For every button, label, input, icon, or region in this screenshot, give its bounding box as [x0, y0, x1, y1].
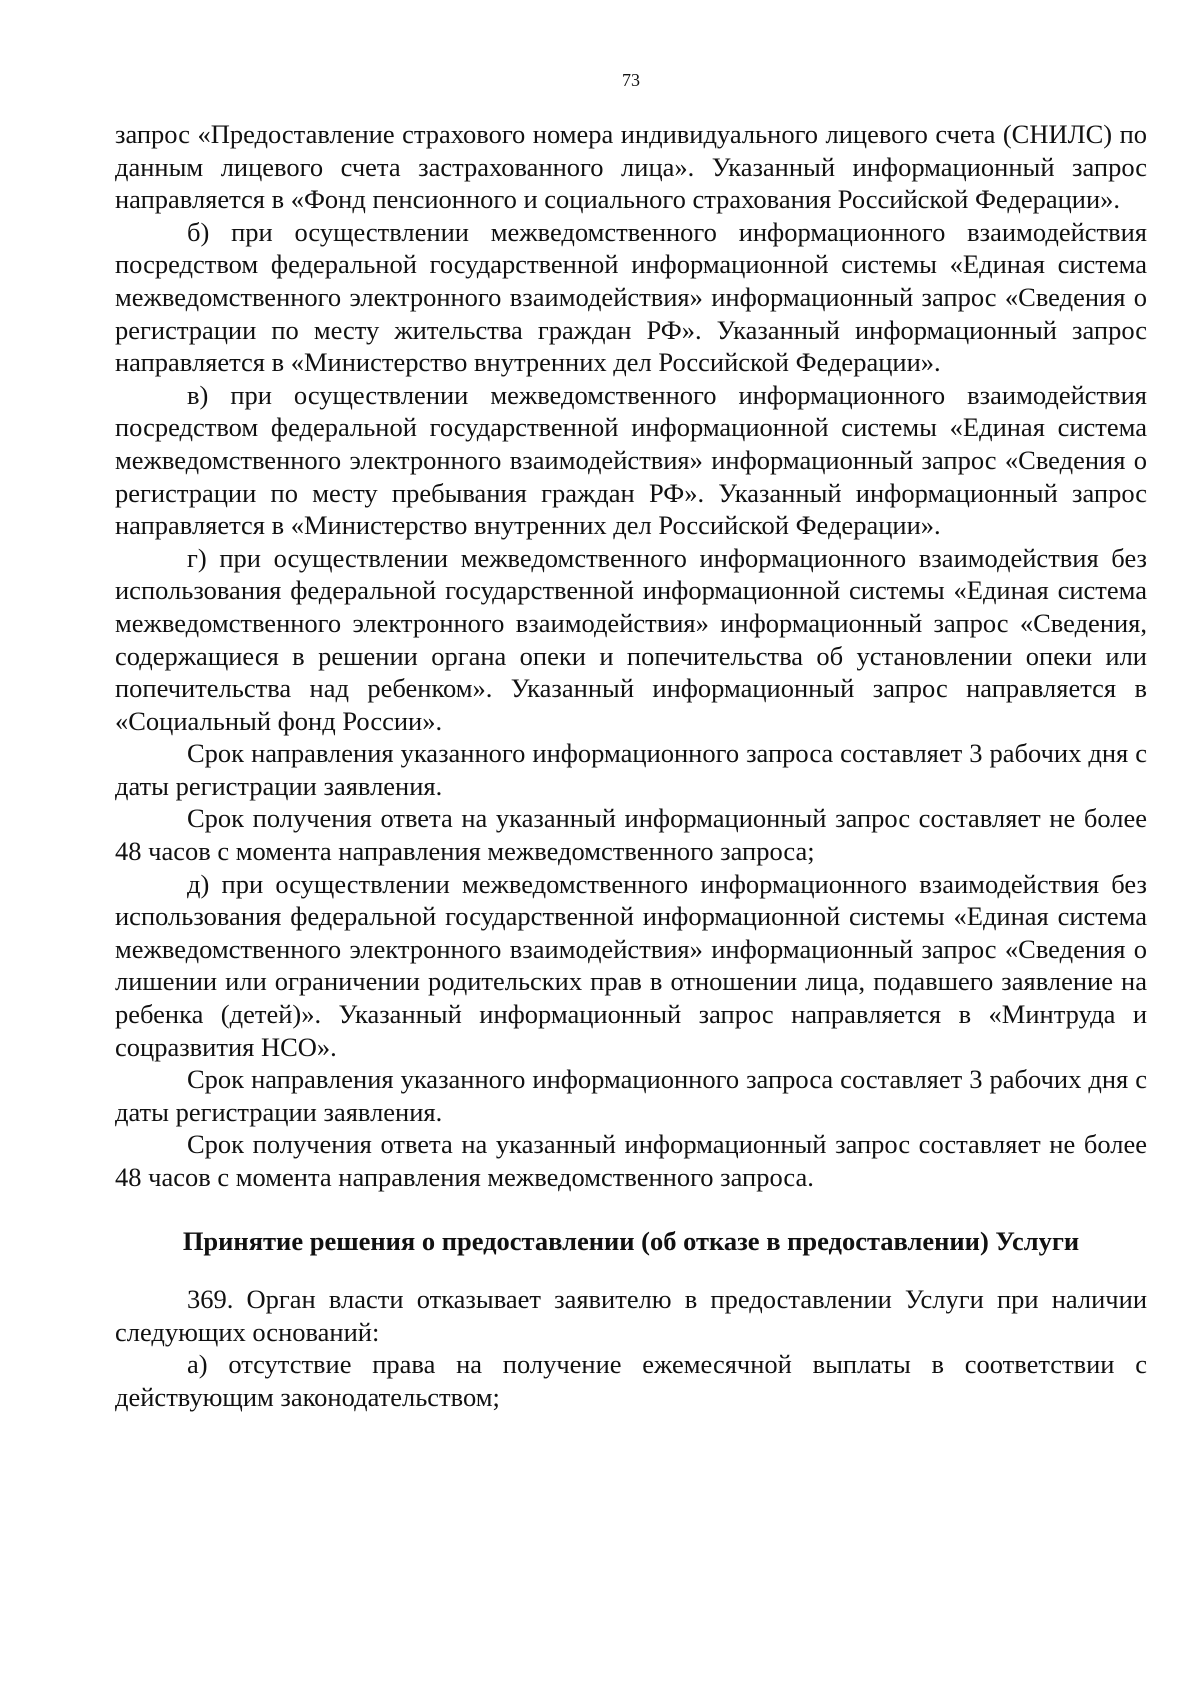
paragraph-item-b: б) при осуществлении межведомственного информационного взаимодействия посредством федеральной государственной информационной системы «Единая система межведомственного электронного взаимодействия» информационный запрос «Сведения о регистрации по месту жительства граждан РФ». Указанный информационный запрос направляется в «Министерство внутренних дел Российской Федерации». [115, 216, 1147, 378]
paragraph-request-deadline-2: Срок направления указанного информационного запроса составляет 3 рабочих дня с даты регистрации заявления. [115, 1064, 1147, 1127]
spacer [115, 1257, 1147, 1283]
page-body [115, 118, 1147, 1414]
paragraph-item-a: а) отсутствие права на получение ежемесячной выплаты в соответствии с действующим законодательством; [115, 1349, 1147, 1412]
paragraph-item-v: в) при осуществлении межведомственного информационного взаимодействия посредством федеральной государственной информационной системы «Единая система межведомственного электронного взаимодействия» информационный запрос «Сведения о регистрации по месту пребывания граждан РФ». Указанный информационный запрос направляется в «Министерство внутренних дел Российской Федерации». [115, 379, 1147, 541]
paragraph-369: 369. Орган власти отказывает заявителю в предоставлении Услуги при наличии следующих оснований: [115, 1284, 1147, 1347]
paragraph-snils-request: запрос «Предоставление страхового номера индивидуального лицевого счета (СНИЛС) по данным лицевого счета застрахованного лица». Указанный информационный запрос направляется в «Фонд пенсионного и социального страхования Российской Федерации». [115, 119, 1147, 215]
page-number: 73 [622, 70, 640, 90]
spacer [115, 1194, 1147, 1225]
paragraph-response-deadline-2: Срок получения ответа на указанный информационный запрос составляет не более 48 часов с момента направления межведомственного запроса. [115, 1129, 1147, 1192]
paragraph-response-deadline-1: Срок получения ответа на указанный информационный запрос составляет не более 48 часов с момента направления межведомственного запроса; [115, 803, 1147, 867]
paragraph-item-d: д) при осуществлении межведомственного информационного взаимодействия без использования федеральной государственной информационной системы «Единая система межведомственного электронного взаимодействия» информационный запрос «Сведения о лишении или ограничении родительских прав в отношении лица, подавшего заявление на ребенка (детей)». Указанный информационный запрос направляется в «Минтруда и соцразвития НСО». [115, 868, 1147, 1062]
paragraph-request-deadline-1: Срок направления указанного информационного запроса составляет 3 рабочих дня с даты регистрации заявления. [115, 738, 1147, 801]
section-heading: Принятие решения о предоставлении (об отказе в предоставлении) Услуги [182, 1225, 1080, 1256]
paragraph-item-g: г) при осуществлении межведомственного информационного взаимодействия без использования федеральной государственной информационной системы «Единая система межведомственного электронного взаимодействия» информационный запрос «Сведения, содержащиеся в решении органа опеки и попечительства об установлении опеки или попечительства над ребенком». Указанный информационный запрос направляется в «Социальный фонд России». [115, 542, 1147, 736]
